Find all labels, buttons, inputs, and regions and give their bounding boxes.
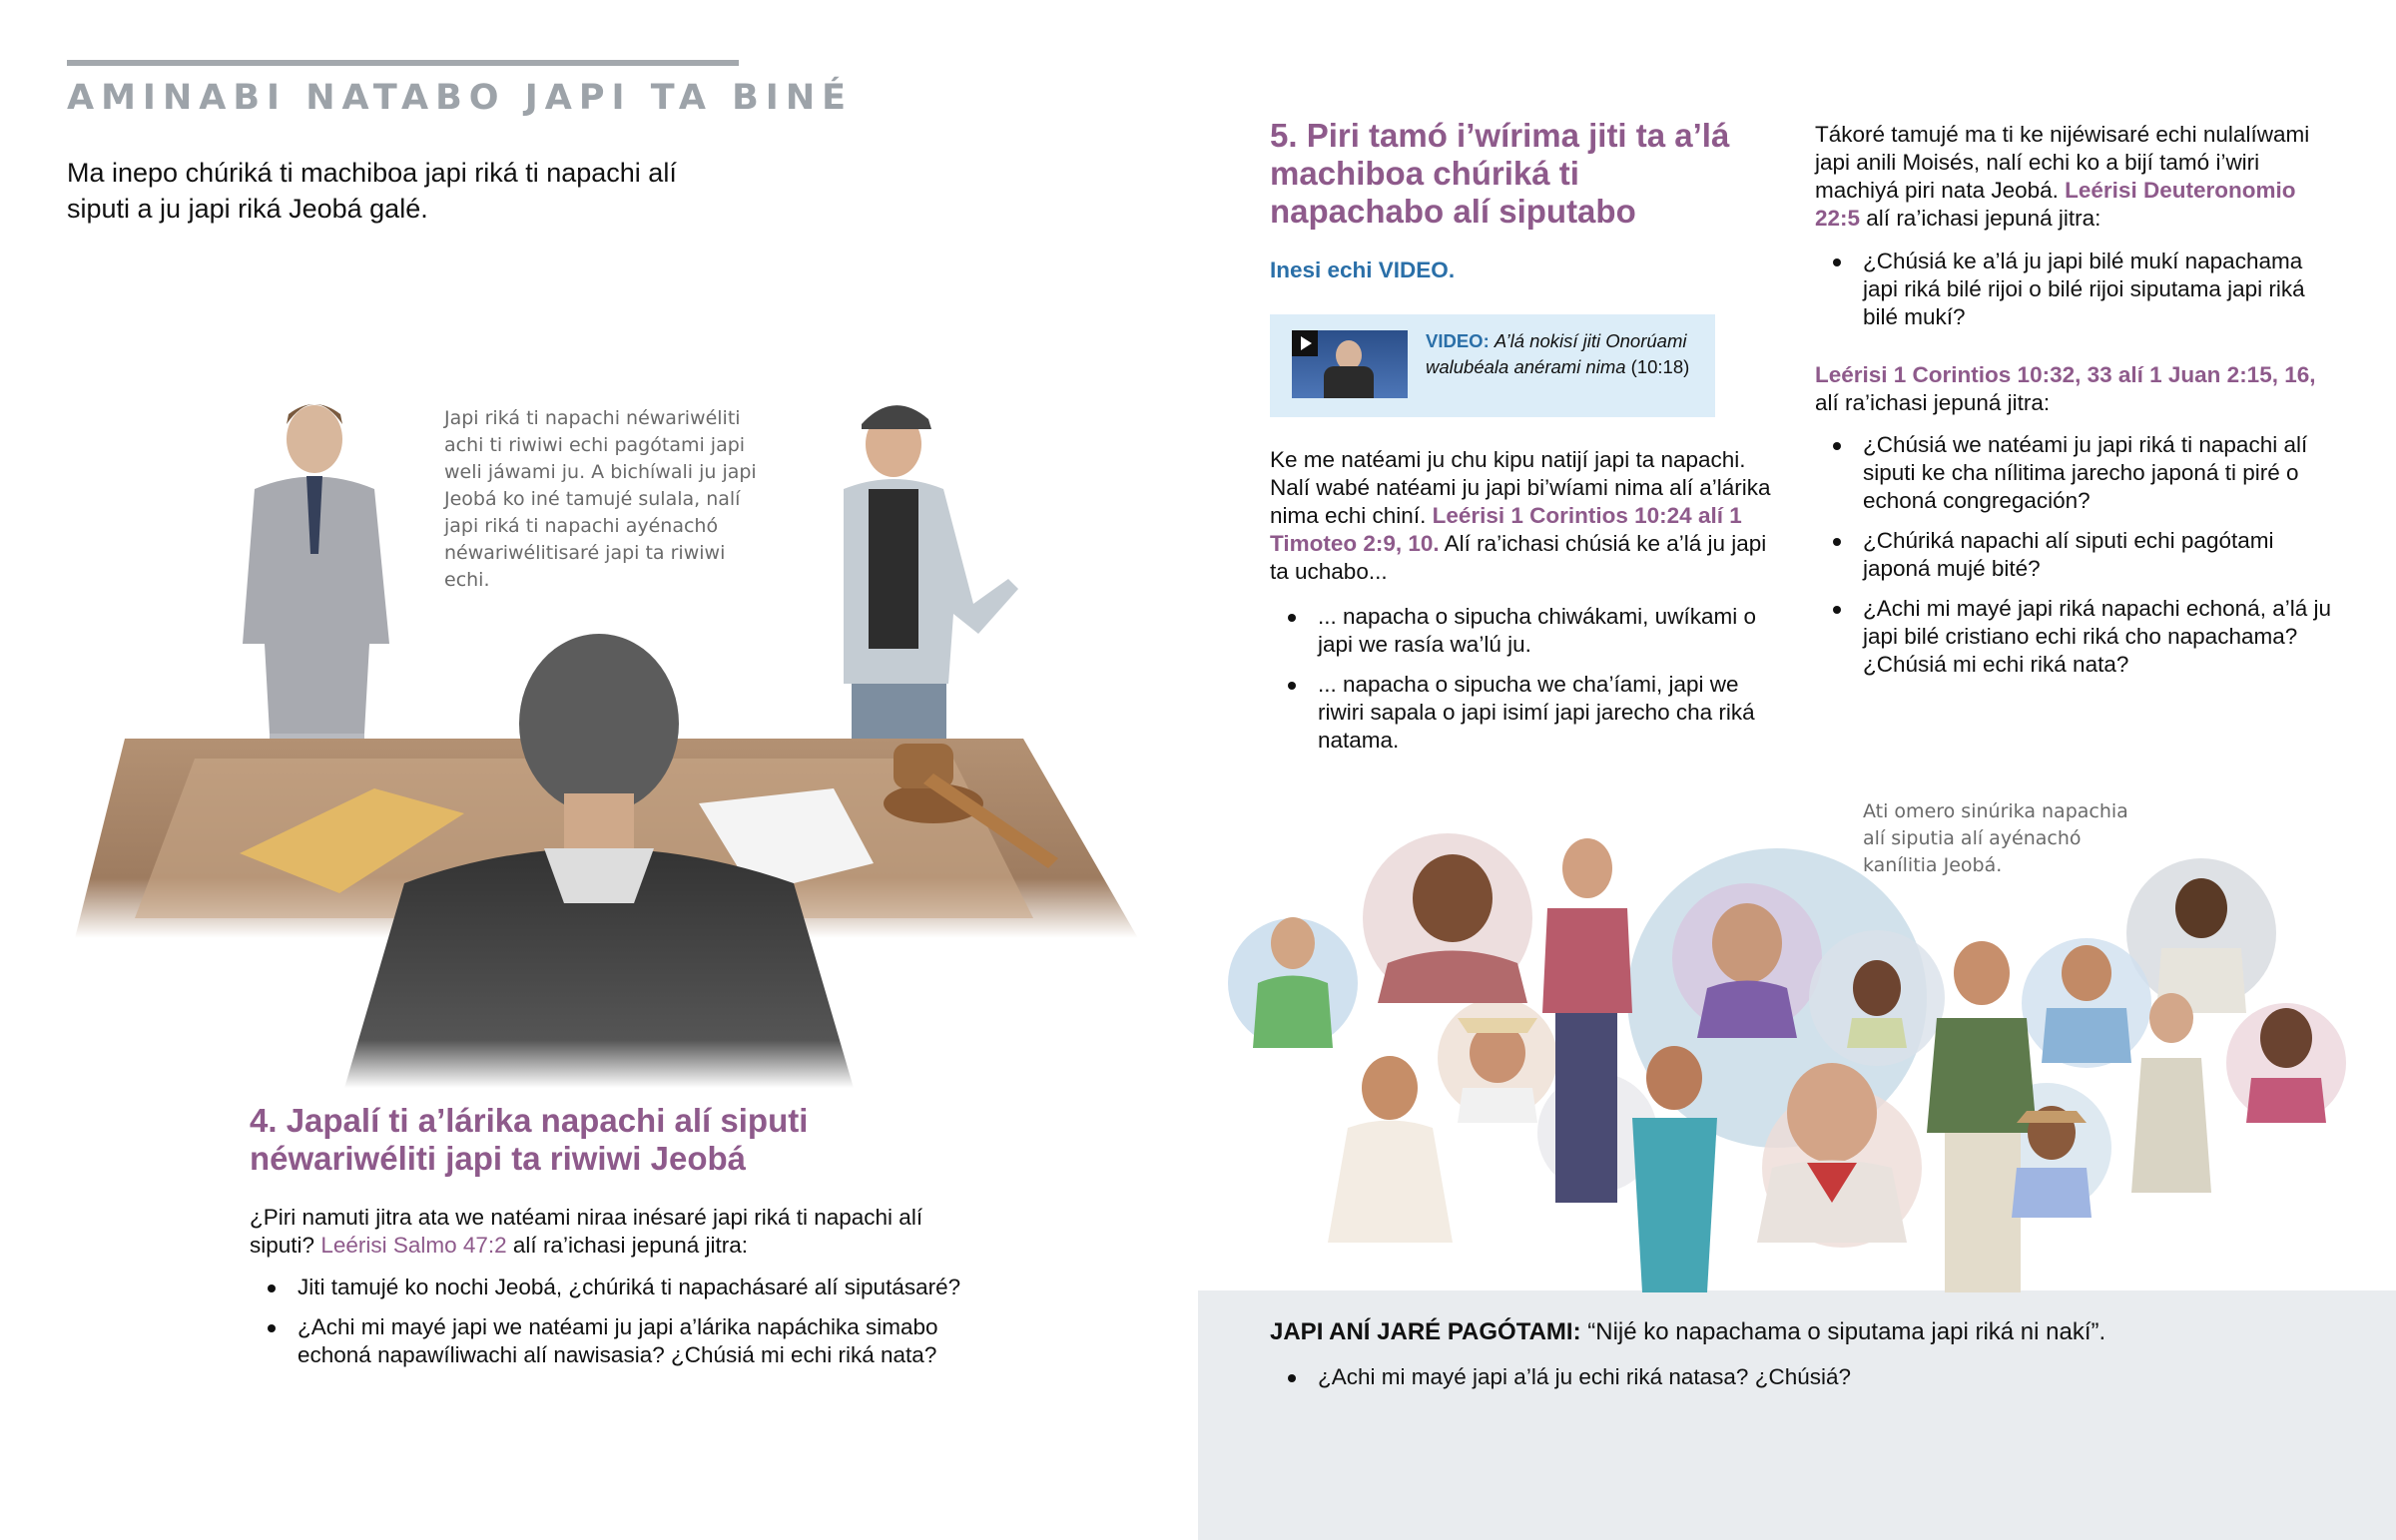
section-5-list-3 — [1815, 431, 2334, 691]
play-icon[interactable] — [1292, 330, 1318, 356]
video-title: A’lá nokisí jiti Onorúami walubéala anérami nima — [1426, 330, 1687, 377]
list-item: ¿Chúsiá we natéami ju japi riká ti napachi alí siputi ke cha nílitima jarecho japoná ti piré o echoná congregación? — [1815, 431, 2334, 515]
list-item: ¿Achi mi mayé japi riká napachi echoná, a’lá ju japi bilé cristiano echi riká cho napachama? ¿Chúsiá mi echi riká nata? — [1815, 595, 2334, 679]
list-item: Jiti tamujé ko nochi Jeobá, ¿chúriká ti napachásaré alí siputásaré? — [250, 1274, 988, 1301]
section-5-paragraph-3: Leérisi 1 Corintios 10:32, 33 alí 1 Juan 2:15, 16, alí ra’ichasi jepuná jitra: — [1815, 362, 2316, 415]
people-illustration — [1228, 823, 2366, 1292]
bottom-question — [1270, 1317, 2348, 1347]
bottom-quote: “Nijé ko napachama o siputama japi riká ni nakí”. — [1580, 1318, 2106, 1345]
court-caption: Japi riká ti napachi néwariwéliti achi ti riwiwi echi pagótami japi weli jáwami ju. A bichíwali ju japi Jeobá ko iné tamujé sulala, nalí japi riká ti napachi ayénachó néwariwélitisaré japi ta riwiwi echi. — [444, 407, 757, 591]
section-5-list-2 — [1815, 248, 2334, 343]
video-label: VIDEO: — [1426, 330, 1490, 351]
section-5-title: 5. Piri tamó i’wírima jiti ta a’lá machiboa chúriká ti napachabo alí siputabo — [1270, 117, 1730, 230]
bottom-list — [1270, 1363, 2348, 1403]
list-item: ¿Achi mi mayé japi we natéami ju japi a’lárika napáchika simabo echoná napawíliwachi alí nawisasia? ¿Chúsiá mi echi riká nata? — [250, 1313, 988, 1369]
list-item: ... napacha o sipucha chiwákami, uwíkami o japi we rasía wa’lú ju. — [1270, 603, 1789, 659]
intro-text: Ma inepo chúriká ti machiboa japi riká ti napachi alí siputi a ju japi riká Jeobá galé. — [67, 158, 677, 224]
list-item: ¿Achi mi mayé japi a’lá ju echi riká natasa? ¿Chúsiá? — [1270, 1363, 2348, 1391]
section-kicker: AMINABI NATABO JAPI TA BINÉ — [67, 78, 854, 118]
section-4-title: 4. Japalí ti a’lárika napachi alí siputi néwariwéliti japi ta riwiwi Jeobá — [250, 1102, 809, 1177]
scripture-reference-link[interactable]: Leérisi Deuteronomio 22:5 — [1815, 178, 2296, 231]
list-item: ... napacha o sipucha we cha’íami, japi we riwiri sapala o japi isimí japi jarecho cha riká natama. — [1270, 671, 1789, 755]
person-figure — [1328, 1056, 1453, 1243]
section-4-paragraph-a: ¿Piri namuti jitra ata we natéami niraa inésaré japi riká ti napachi alí siputi? — [250, 1205, 923, 1258]
bottom-label: JAPI ANÍ JARÉ PAGÓTAMI: — [1270, 1318, 1581, 1345]
scripture-reference-link[interactable]: Leérisi Salmo 47:2 — [320, 1233, 507, 1258]
list-item: ¿Chúriká napachi alí siputi echi pagótami japoná mujé bité? — [1815, 527, 2334, 583]
video-duration: (10:18) — [1625, 356, 1690, 377]
header-rule — [67, 60, 739, 66]
section-5-list-1 — [1270, 603, 1789, 767]
video-card[interactable] — [1270, 314, 1715, 417]
section-5-paragraph-2: Tákoré tamujé ma ti ke nijéwisaré echi nulalíwami japi anili Moisés, nalí echi ko a bijí tamó i’wiri machiyá piri nata Jeobá. Leérisi Deuteronomio 22:5 alí ra’ichasi jepuná jitra: — [1815, 122, 2310, 231]
people-caption: Ati omero sinúrika napachia alí siputia alí ayénachó kanílitia Jeobá. — [1863, 800, 2128, 876]
section-4-paragraph — [250, 1204, 968, 1260]
scripture-reference-link[interactable]: Leérisi 1 Corintios 10:24 alí 1 Timoteo 2:9, 10. — [1270, 503, 1742, 556]
scripture-reference-link[interactable]: Leérisi 1 Corintios 10:32, 33 alí 1 Juan 2:15, 16, — [1815, 362, 2316, 387]
list-item: ¿Chúsiá ke a’lá ju japi bilé mukí napachama japi riká bilé rijoi o bilé rijoi siputama japi riká bilé mukí? — [1815, 248, 2334, 331]
section-4-paragraph-b: alí ra’ichasi jepuná jitra: — [506, 1233, 749, 1258]
section-4-questions — [250, 1274, 988, 1381]
video-prompt: Inesi echi VIDEO. — [1270, 257, 1456, 282]
video-thumbnail[interactable] — [1292, 330, 1408, 398]
video-info — [1426, 328, 1705, 380]
section-5-paragraph-1: Ke me natéami ju chu kipu natijí japi ta napachi. Nalí wabé natéami ju japi bi’wíami nima alí a’lárika nima echi chiní. Leérisi 1 Corintios 10:24 alí 1 Timoteo 2:9, 10. Alí ra’ichasi chúsiá ke a’lá ju japi ta uchabo... — [1270, 447, 1771, 584]
